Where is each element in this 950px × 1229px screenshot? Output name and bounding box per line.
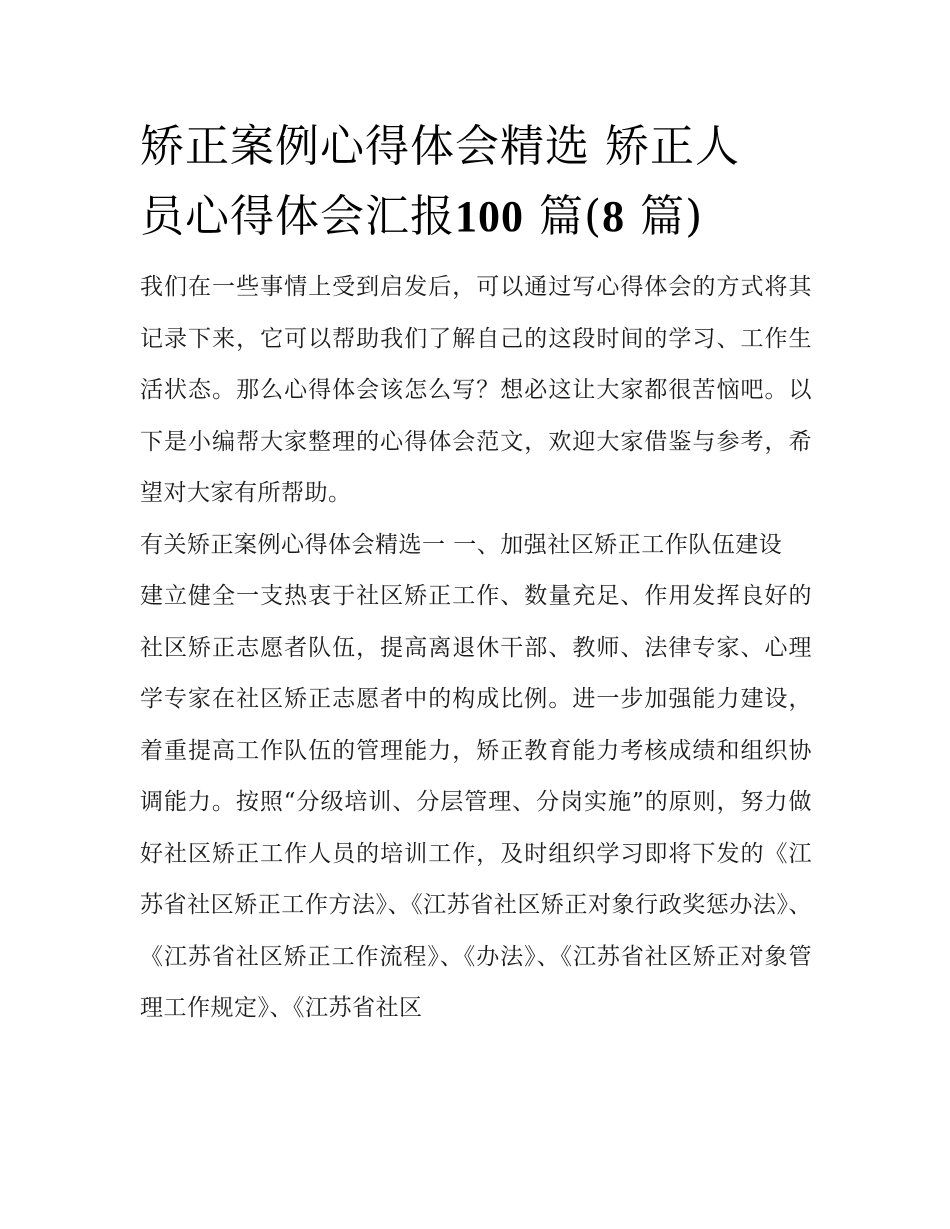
section-heading: 有关矫正案例心得体会精选一 一、加强社区矫正工作队伍建设 [140,531,783,558]
body-paragraph: 建立健全一支热衷于社区矫正工作、数量充足、作用发挥良好的社区矫正志愿者队伍，提高离退休干部、教师、法律专家、心理学专家在社区矫正志愿者中的构成比例。进一步加强能力建设，着重提高工作队伍的管理能力，矫正教育能力考核成绩和组织协调能力。按照“分级培训、分层管理、分岗实施”的原则，努力做好社区矫正工作人员的培训工作，及时组织学习即将下发的《江苏省社区矫正工作方法》、《江苏省社区矫正对象行政奖惩办法》、《江苏省社区矫正工作流程》、《办法》、《江苏省社区矫正对象管理工作规定》、《江苏省社区 [140,583,812,1021]
intro-paragraph: 我们在一些事情上受到启发后，可以通过写心得体会的方式将其记录下来，它可以帮助我们了解自己的这段时间的学习、工作生活状态。那么心得体会该怎么写？想必这让大家都很苦恼吧。以下是小编帮大家整理的心得体会范文，欢迎大家借鉴与参考，希望对大家有所帮助。 [140,274,812,506]
title-line-2-suffix: 篇) [625,191,704,242]
document-title [140,112,812,252]
document-content [140,112,812,1035]
title-count-number-2: 8 [602,192,626,241]
title-line-2-mid: 篇( [524,191,603,242]
title-line-1: 矫正案例心得体会精选 矫正人 [140,121,740,172]
title-count-number: 100 [455,192,524,241]
intro-section [140,262,812,520]
title-line-2-prefix: 员心得体会汇报 [140,191,455,242]
